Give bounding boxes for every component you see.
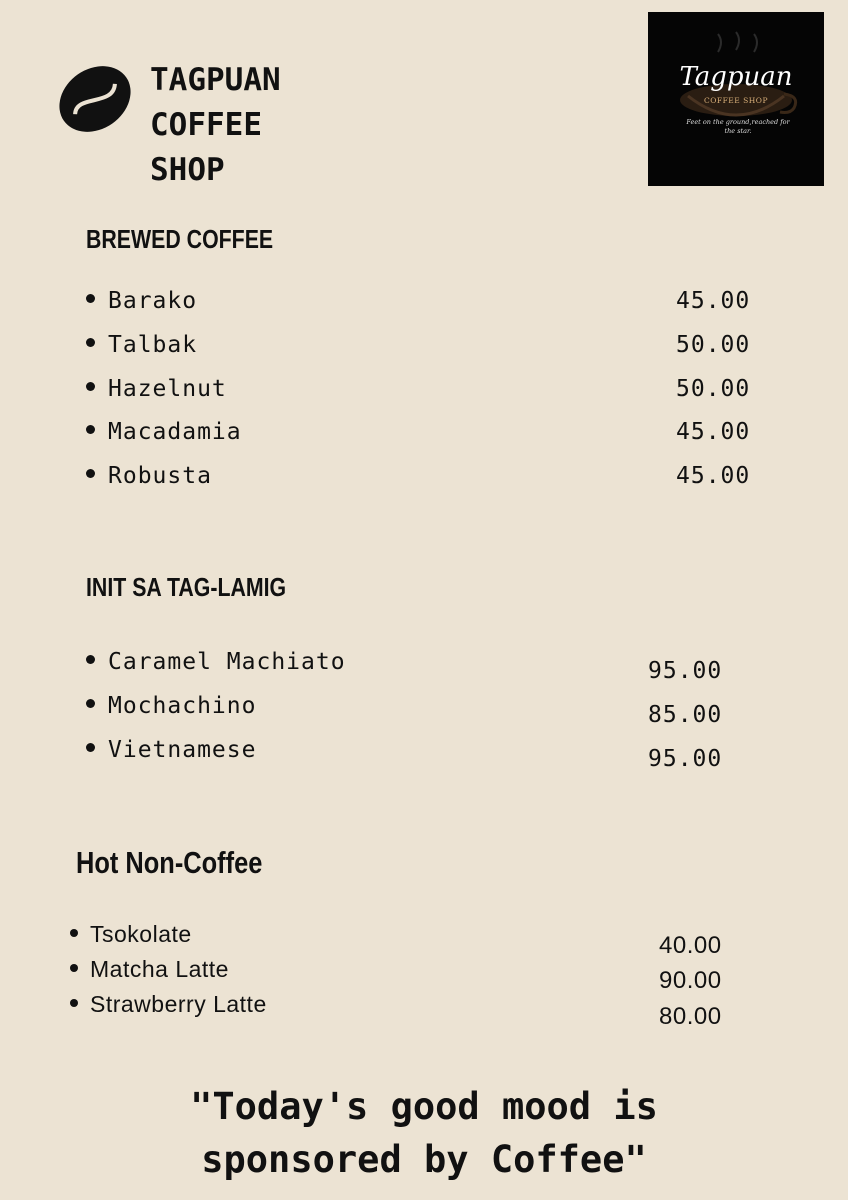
section-title-init-sa-tag-lamig: INIT SA TAG-LAMIG <box>86 572 287 602</box>
menu-item-name: Mochachino <box>86 693 256 719</box>
menu-item-name: Strawberry Latte <box>70 991 267 1018</box>
menu-item-name: Tsokolate <box>70 921 192 948</box>
badge-tagline: Feet on the ground,reached for the star. <box>686 118 790 135</box>
menu-item-price: 40.00 <box>659 932 722 959</box>
brand-badge <box>648 12 824 186</box>
menu-item-price: 95.00 <box>648 658 723 684</box>
menu-item-price: 50.00 <box>676 332 751 358</box>
menu-item-name: Macadamia <box>86 419 242 445</box>
menu-item-price: 45.00 <box>676 419 751 445</box>
menu-item-price: 45.00 <box>676 463 751 489</box>
quote-line: sponsored by Coffee" <box>201 1138 647 1181</box>
menu-item-name: Caramel Machiato <box>86 649 346 675</box>
section-title-hot-non-coffee: Hot Non-Coffee <box>76 845 263 880</box>
coffee-bean-icon <box>56 60 134 138</box>
menu-item-price: 90.00 <box>659 967 722 994</box>
menu-item-price: 85.00 <box>648 702 723 728</box>
menu-item-price: 95.00 <box>648 746 723 772</box>
shop-name <box>150 58 390 193</box>
badge-name: Tagpuan <box>679 62 793 92</box>
footer-quote <box>0 1080 848 1186</box>
menu-item-name: Talbak <box>86 332 197 358</box>
menu-item-name: Vietnamese <box>86 737 256 763</box>
menu-item-price: 45.00 <box>676 288 751 314</box>
menu-item-name: Hazelnut <box>86 376 227 402</box>
badge-subtitle: COFFEE SHOP <box>703 96 768 105</box>
shop-name-line: COFFEE <box>150 107 262 143</box>
menu-item-price: 80.00 <box>659 1003 722 1030</box>
menu-item-price: 50.00 <box>676 376 751 402</box>
menu-item-name: Barako <box>86 288 197 314</box>
shop-name-line: TAGPUAN <box>150 62 281 98</box>
menu-item-name: Matcha Latte <box>70 956 229 983</box>
menu-item-name: Robusta <box>86 463 212 489</box>
quote-line: "Today's good mood is <box>190 1085 658 1128</box>
section-title-brewed-coffee: BREWED COFFEE <box>86 224 274 254</box>
shop-name-line: SHOP <box>150 152 225 188</box>
